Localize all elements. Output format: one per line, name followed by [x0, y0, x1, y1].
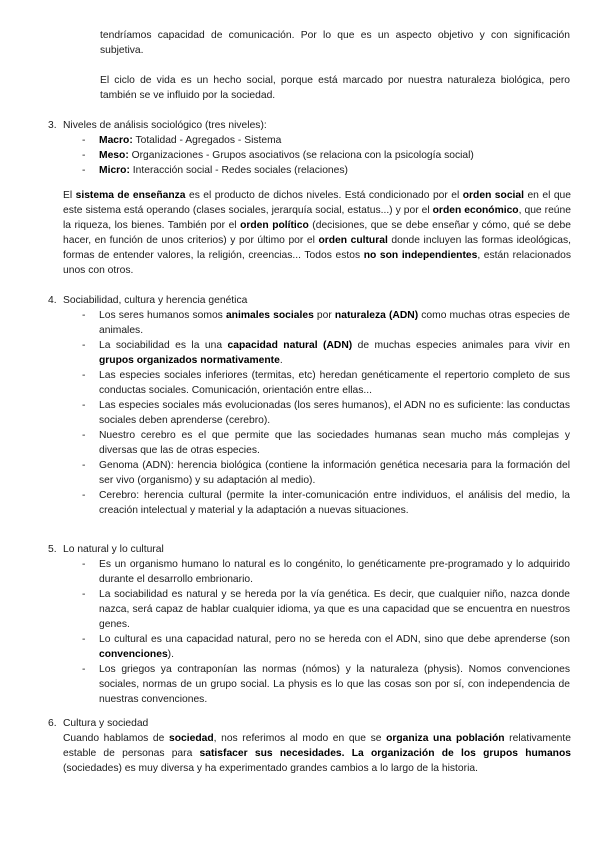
intro-paragraph-1: tendríamos capacidad de comunicación. Por lo que es un aspecto objetivo y con significación subjetiva.	[100, 30, 570, 56]
list-item: - Micro: Interacción social - Redes sociales (relaciones)	[82, 165, 348, 176]
level-label-micro: Micro:	[99, 165, 130, 176]
list-item: - Cerebro: herencia cultural (permite la inter-comunicación entre individuos, el análisis del medio, la creación intelectual y material y la adaptación a nuevas situaciones.	[82, 490, 570, 516]
section-3-paragraph: El sistema de enseñanza es el producto de dichos niveles. Está condicionado por el orden social en el que este sistema está operando (clases sociales, jerarquía social, estatus...) y por el orden económico, que reúne la riqueza, los bienes. También por el orden político (decisiones, que se debe enseñar y cómo, qué se debe hacer, en función de unos criterios) y por último por el orden cultural donde incluyen las formas ideológicas, formas de entender valores, la religión, creencias... Todos estos no son independientes, están relacionados unos con otros.	[63, 190, 572, 276]
section-4-number: 4.	[48, 295, 57, 306]
section-4-list	[82, 308, 570, 518]
list-item: - Las especies sociales inferiores (termitas, etc) heredan genéticamente el repertorio completo de sus conductas sociales. Comunicación, orientación entre ellas...	[82, 370, 570, 396]
section-6-title: Cultura y sociedad	[63, 718, 149, 729]
section-6-number: 6.	[48, 718, 57, 729]
list-item: - Macro: Totalidad - Agregados - Sistema	[82, 135, 282, 146]
list-item: - Lo cultural es una capacidad natural, pero no se hereda con el ADN, sino que debe aprenderse (son convenciones).	[82, 634, 570, 660]
level-label-macro: Macro:	[99, 135, 133, 146]
list-item: - Meso: Organizaciones - Grupos asociativos (se relaciona con la psicología social)	[82, 150, 474, 161]
list-item: - Genoma (ADN): herencia biológica (contiene la información genética necesaria para la formación del ser vivo (organismo) y su adaptación al medio).	[82, 460, 570, 486]
section-5-list	[82, 557, 570, 707]
list-item: - Nuestro cerebro es el que permite que las sociedades humanas sean mucho más complejas y diversas que las de otras especies.	[82, 430, 570, 456]
section-5-number: 5.	[48, 544, 57, 555]
list-item: - La sociabilidad es natural y se hereda por la vía genética. Es decir, que cualquier niño, nazca donde nazca, será capaz de hablar cualquier idioma, ya que es una capacidad que se encuentra en nuestros genes.	[82, 589, 570, 630]
list-item: - Es un organismo humano lo natural es lo congénito, lo genéticamente pre-programado y lo adquirido durante el desarrollo embrionario.	[82, 559, 570, 585]
list-item: - Los seres humanos somos animales sociales por naturaleza (ADN) como muchas otras especies de animales.	[82, 310, 570, 336]
section-6-paragraph: Cuando hablamos de sociedad, nos referimos al modo en que se organiza una población relativamente estable de personas para satisfacer sus necesidades. La organización de los grupos humanos (sociedades) es muy diversa y ha experimentado grandes cambios a lo largo de la historia.	[63, 733, 571, 774]
level-label-meso: Meso:	[99, 150, 129, 161]
level-text-meso: Organizaciones - Grupos asociativos (se relaciona con la psicología social)	[128, 150, 474, 161]
list-item: - Los griegos ya contraponían las normas (nómos) y la naturaleza (physis). Nomos convenciones sociales, normas de un grupo social. La physis es lo que las cosas son por sí, con independencia de nuestras convenciones.	[82, 664, 570, 705]
section-4-title: Sociabilidad, cultura y herencia genética	[63, 295, 248, 306]
section-5-title: Lo natural y lo cultural	[63, 544, 164, 555]
list-item: - La sociabilidad es la una capacidad natural (ADN) de muchas especies animales para vivir en grupos organizados normativamente.	[82, 340, 570, 366]
section-3-number: 3.	[48, 120, 57, 131]
list-item: - Las especies sociales más evolucionadas (los seres humanos), el ADN no es suficiente: las conductas sociales deben aprenderse (cerebro).	[82, 400, 570, 426]
section-3-title: Niveles de análisis sociológico (tres niveles):	[63, 120, 267, 131]
section-3-list	[82, 133, 569, 178]
level-text-macro: Totalidad - Agregados - Sistema	[132, 135, 282, 146]
level-text-micro: Interacción social - Redes sociales (relaciones)	[129, 165, 348, 176]
intro-paragraph-2: El ciclo de vida es un hecho social, porque está marcado por nuestra naturaleza biológica, pero también se ve influido por la sociedad.	[100, 75, 570, 101]
